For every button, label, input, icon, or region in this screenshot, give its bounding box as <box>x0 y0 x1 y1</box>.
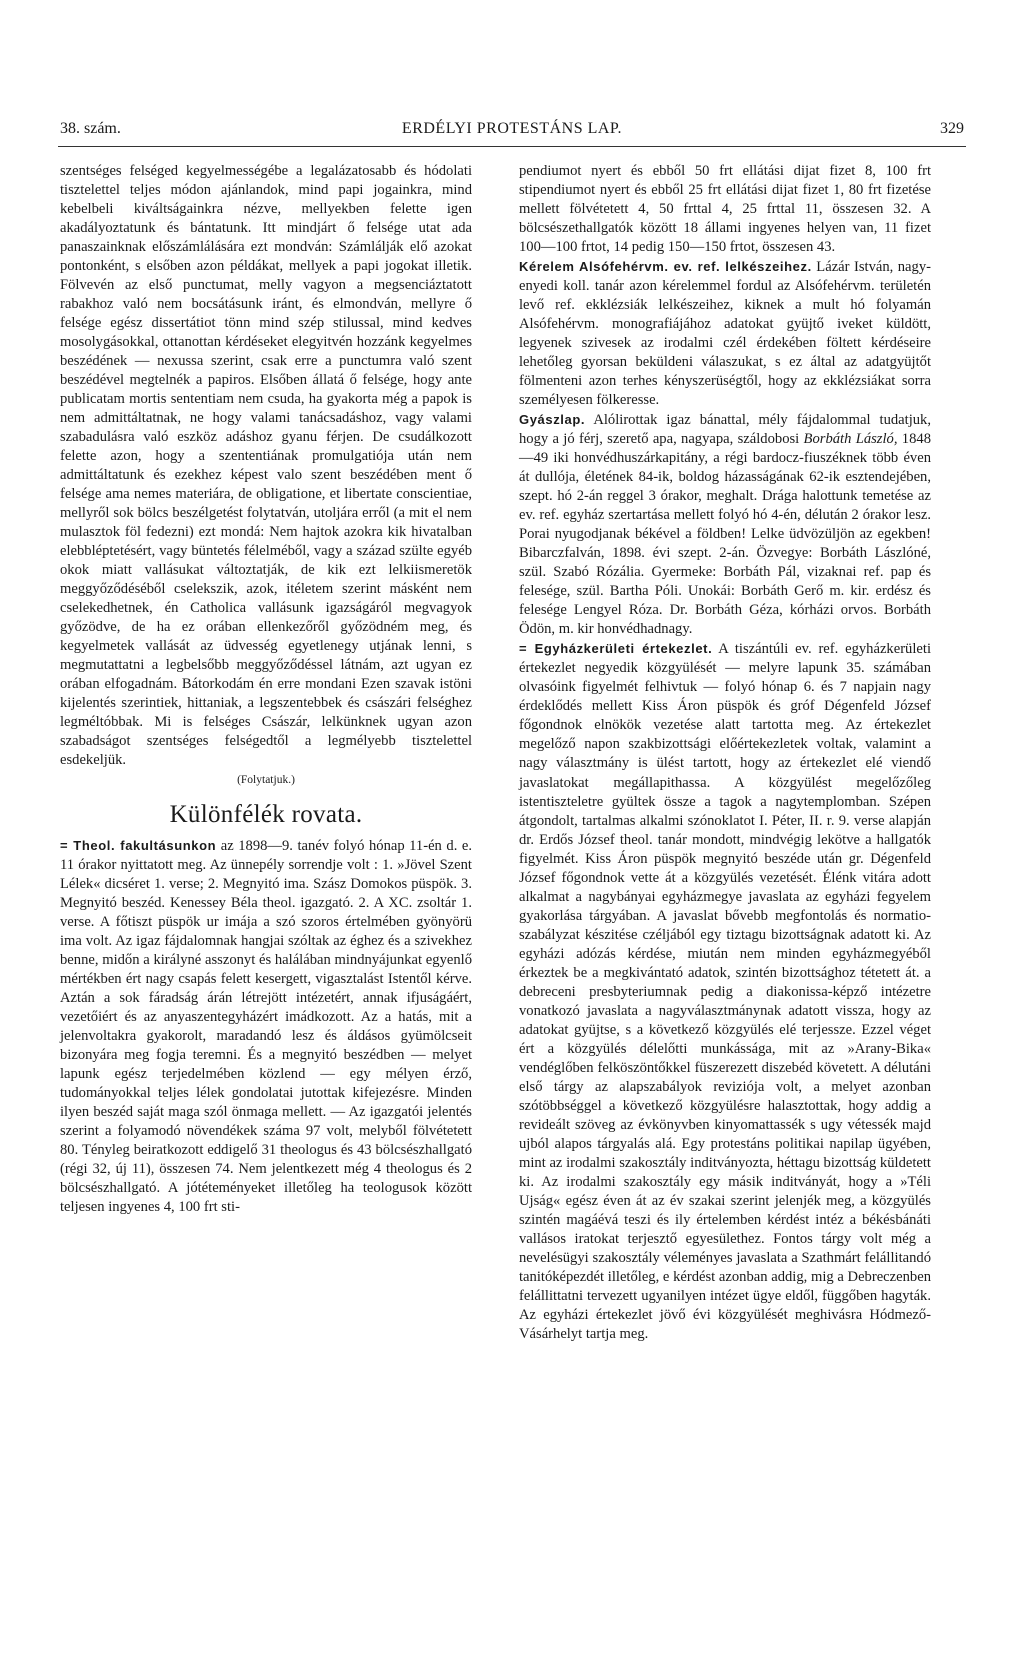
article-continuation: szentséges felséged kegyelmességébe a legalázatosabb és hódolati tisztelettel teljes módon ajánlandok, mind papi jogainkra, mind kebelbeli kiváltságainkra nézve, mellyekben felette igen akadályoztatunk és bántatunk. Itt mindjárt ő felsége utat ada panaszainknak előszámlálására ezt mondván: Számlálják elő azokat pontonként, s elsőben azon példákat, mellyek a papi jogokat illetik. Fölvevén az első punctumat, melly vagyon a megsenciáztatott rabakhoz való nem bocsátásunk iránt, és elmondván, mellyre ő felsége egész dissertátiot tönn mind szép stilussal, mind kedves mosolygásokkal, ottanottan kérdéseket elegyitvén hozzánk kegyelmes beszédének — nexussa szerint, csak erre a punctumra való szent beszédével megtelnék a papiros. Elsőben állatá ő felsége, hogy ante publicatam mortis sententiam nem csuda, ha gyakorta még a papok is nem admittáltatnak, ne hogy valami tanácsadáshoz, vagy valami szabadulásra való eszköz adáshoz gyanu férjen. De csudálkozott felette azon, hogy a szententiának promulgatiója után nem admittáltatunk és ezekhez képest valo szent beszédében ment ő felsége ama nemes materiára, de obligatione, et libertate conscientiae, mellyről sok bölcs beszélgetést folytatván, utoljára erről (a mit el nem mulasztok föl fedezni) ezt mondá: Nem hajtok azokra kik hivatalban elebbléptetésért, vagy büntetés félelméből, vagy a század szülte egyéb okok miatt vallásukat változtatják, de kik ezt lelkiismeretök meggyőződéséből cselekszik, azok, itéletem szerint másként nem cselekedhetnek, én Catholica vallásunk igazságáról megvagyok győzödve, de ha ez orában ellenkezőről győzödném meg, és kegyelmetek vallását az üdvesség egyetlenegy utjának lenni, s megmutattatni a legbelsőbb meggyőződéssel látnám, azt ugyan ez orában elfogadnám. Bátorkodám én erre mondani Ezen szavak istöni kijelentés szerintiek, hittaniak, a legszentebbek és császári felséghez legméltóbbak. Mi is felséges Császár, lelkünknek ugyan azon szabadságot szentséges felségedtől a legmélyebb tisztelettel esdekeljük. <box>60 163 472 769</box>
news-keyword: = Theol. fakultásunkon <box>60 837 217 853</box>
news-text: Alólirottak igaz bánattal, mély fájdalommal tudatjuk, hogy a jó férj, szerető apa, nagyapa, száldobosi <box>519 412 931 448</box>
deceased-name: Borbáth László, <box>803 431 898 448</box>
news-item-request <box>519 257 931 410</box>
news-text: A tiszántúli ev. ref. egyházkerületi értekezlet negyedik közgyülését — melyre lapunk 35. számában olvasóink figyelmét felhivtuk — folyó hónap 6. és 7 napjain nagy érdeklődés mellett Kiss Áron püspök és gróf Dégenfeld József főgondnok elnökök vezetése alatt tartotta meg. Az értekezlet megelőző napon szakbizottsági előértekezletek voltak, valamint a nagy választmány is ülést tartott, hogy az értekezlet elé viendő javaslatokat megállapithassa. A közgyülést megelőzőleg istentiszteletre gyültek össze a tagok a nagytemplomban. Szépen átgondolt, tartalmas alkalmi szónoklatot I. Péter, II. r. 9. verse alapján dr. Erdős József theol. tanár mondott, mindvégig lekötve a hallgatók figyelmét. Kiss Áron püspök megnyitó beszéde után gr. Dégenfeld József főgondnok vette át a közgyülés vezetését. Élénk vitára adott alkalmat a nagybányai egyházmegye javaslata az egyházi fegyelem gyakorlása tárgyában. A javaslat bővebb megfontolás és normatio-szabályzat készitése czéljából egy tiztagu bizottságnak adatott ki. Az egyházi adózás kérdése, miután nem minden egyházmegyéből érkeztek be a megkivántató adatok, szintén bizottsághoz tétetett át. a debreceni presbyteriumnak pedig a diakonissa-képző intézetre vonatkozó javaslata a nagyválasztmánynak adatott vissza, hogy az adatokat gyüjtse, s a következő közgyülés elé terjessze. Ezzel véget ért a közgyülés délelőtti munkássága, mit az »Arany-Bika« vendéglőben felköszöntőkkel füszerezett diszebéd követett. A délutáni első tárgy az alapszabályok reviziója volt, a melyet azonban szótöbbséggel a következő közgyülésre halasztottak, hogy addig a revideált szöveg az évkönyvben kinyomattassék s ugy vétessék majd ujból alapos tárgyalás alá. Egy protestáns politikai napilap ügyében, mint az irodalmi szakosztály inditványozta, héttagu bizottság küldetett ki. Az irodalmi szakosztály egy másik inditványát, hogy a »Téli Ujság« egész éven át az év szakai szerint jelenjék meg, a közgyülés szintén magáévá teszi és ily értelemben kérdést intéz a békésbánáti vallásos iratokat terjesztő egyesülethez. Fontos tárgy volt még a nevelésügyi szakosztály véleményes javaslata a Szathmárt felállitandó tanitóképezdét illetőleg, e kérdést azonban addig, mig a Debreczenben felállittatni tervezett ugyanilyen intézet ügye eldől, függőben hagyták. Az egyházi értekezlet jövő évi közgyülését meghivásra Hódmező-Vásárhelyt tartja meg. <box>519 641 931 1342</box>
continued-note: (Folytatjuk.) <box>237 773 295 786</box>
news-keyword: Kérelem Alsófehérvm. ev. ref. lelkészeihez. <box>519 259 812 275</box>
news-item-obituary <box>519 410 931 639</box>
news-text: 1848—49 iki honvédhuszárkapitány, a régi bardocz-fiuszéknek több éven át dullója, életének 84-ik, boldog házasságának 62-ik esztendejében, szept. hó 2-án reggel 3 órakor, meghalt. Drága halottunk temetése az ev. ref. egyház szertartása mellett folyó hó 4-én, délután 2 órakor lesz. Porai nyugodjanak békével a földben! Lelke üdvözüljön az egekben! Bibarczfalván, 1898. évi szept. 2-án. Özvegye: Borbáth Lászlóné, szül. Szabó Rózália. Gyermeke: Borbáth Pál, vizaknai ref. pap és felesége, szül. Bartha Póli. Unokái: Borbáth Gerő m. kir. erdész és felesége Lengyel Róza. Dr. Borbáth Géza, kórházi orvos. Borbáth Ödön, m. kir honvédhadnagy. <box>519 431 931 638</box>
left-column <box>60 162 472 1217</box>
news-item-theology <box>60 836 472 1217</box>
page-number: 329 <box>940 120 964 137</box>
journal-title: ERDÉLYI PROTESTÁNS LAP. <box>401 120 623 137</box>
news-text: az 1898—9. tanév folyó hónap 11-én d. e. 11 órakor nyittatott meg. Az ünnepély sorrendje volt : 1. »Jövel Szent Lélek« dicséret 1. verse; 2. Megnyitó ima. Szász Domokos püspök. 3. Megnyitó beszéd. Kenessey Béla theol. igazgató. 2. A XC. zsoltár 1. verse. A főtiszt püspök ur imája a szó szoros értelmében gyönyörü ima volt. Az igaz fájdalomnak hangjai szóltak az éghez és a szivekhez benne, midőn a királyné asszonyt és halálában mindnyájunkat egyenlő mértékben ért nagy csapás felett kesergett, vigasztalást Istentől kérve. Aztán a sok fáradság árán létrejött intézetért, annak ifjuságáért, vezetőiért és az anyaszentegyházért imádkozott. Az a hatás, mit a jelenvoltakra gyakorolt, maradandó lesz és áldásos gyümölcseit bizonyára meg fogja teremni. És a megnyitó beszédben — melyet lapunk egész terjedelmében közlend — egy mélyen érző, tudományokkal teljes lélek gondolatai jutottak kifejezésre. Minden ilyen beszéd saját maga szól önmaga mellett. — Az igazgatói jelentés szerint a folyamodó növendékek száma 97 volt, melyből fölvétetett 80. Tényleg beiratkozott eddigelő 31 theologus és 43 bölcsészhallgató (régi 32, új 11), összesen 74. Nem jelentkezett még 4 theologus és 2 bölcsészhallgató. A jótéteményeket illetőleg ha teologusok között teljesen ingyenes 4, 100 frt sti- <box>60 837 473 1215</box>
news-keyword: Gyászlap. <box>519 412 586 428</box>
header-rule <box>58 146 966 147</box>
news-continuation: pendiumot nyert és ebből 50 frt ellátási dijat fizet 8, 100 frt stipendiumot nyert és ebből 25 frt ellátási dijat fizet 1, 80 frt fizetése mellett fölvétetett 4, 50 frttal 4, 25 frttal 11, összesen 32. A bölcsészethallgatók között 18 állami ingyenes helyen van, 11 fizet 100—100 frtot, 14 pedig 150—150 frtot, összesen 43. <box>519 163 931 256</box>
page-header <box>60 120 964 144</box>
right-column <box>519 162 931 1344</box>
section-title: Különfélék rovata. <box>169 800 363 828</box>
news-item-conference <box>519 639 931 1344</box>
news-keyword: = Egyházkerületi értekezlet. <box>519 641 713 657</box>
news-text: Lázár István, nagy-enyedi koll. tanár azon kérelemmel fordul az Alsófehérvm. területén levő ref. ekklézsiák lelkészeihez, kiknek a mult hó folyamán Alsófehérvm. monografiájához adatokat gyüjtő iveket küldött, legyenek szivesek az irodalmi czél érdekében föltett kérdéseire lehetőleg gyorsan beküldeni válaszukat, s ez által az adatgyüjtőt fölmenteni azon terhes kényszerüségtől, hogy az ekklézsiákat sorra személyesen fölkeresse. <box>519 259 931 409</box>
issue-number: 38. szám. <box>60 120 121 137</box>
